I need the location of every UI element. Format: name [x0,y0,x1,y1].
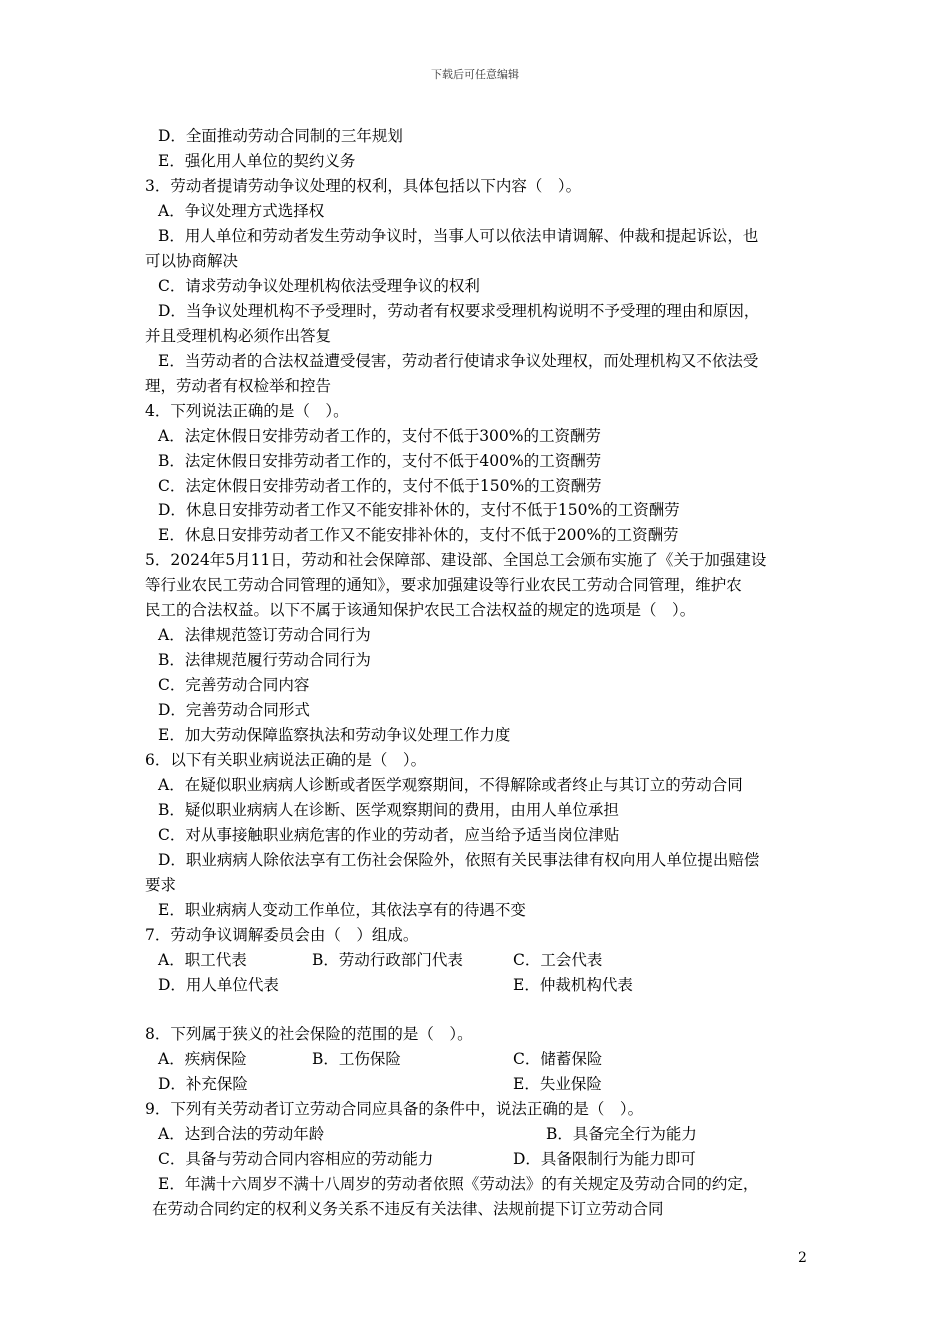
option-a: A．职工代表 [158,951,247,969]
text-line: 可以协商解决 [145,252,239,270]
text-line: D．休息日安排劳动者工作又不能安排补休的，支付不低于150%的工资酬劳 [158,501,680,519]
text-line: C．对从事接触职业病危害的作业的劳动者，应当给予适当岗位津贴 [158,826,620,844]
text-line: C．完善劳动合同内容 [158,676,310,694]
text-line: E．休息日安排劳动者工作又不能安排补休的，支付不低于200%的工资酬劳 [158,526,679,544]
text-line: 7．劳动争议调解委员会由（ ）组成。 [145,926,419,944]
text-line: 在劳动合同约定的权利义务关系不违反有关法律、法规前提下订立劳动合同 [152,1200,664,1218]
page-header: 下载后可任意编辑 [431,68,519,81]
option-e: E．仲裁机构代表 [513,976,633,994]
text-line: C．请求劳动争议处理机构依法受理争议的权利 [158,277,480,295]
text-line: 等行业农民工劳动合同管理的通知》，要求加强建设等行业农民工劳动合同管理，维护农 [145,576,742,594]
text-line: C．法定休假日安排劳动者工作的，支付不低于150%的工资酬劳 [158,477,602,495]
option-e: E．失业保险 [513,1075,602,1093]
text-line: E．加大劳动保障监察执法和劳动争议处理工作力度 [158,726,511,744]
text-line: B．法定休假日安排劳动者工作的，支付不低于400%的工资酬劳 [158,452,602,470]
text-line: 5．2024年5月11日，劳动和社会保障部、建设部、全国总工会颁布实施了《关于加强建设 [145,551,767,569]
text-line: B．用人单位和劳动者发生劳动争议时，当事人可以依法申请调解、仲裁和提起诉讼，也 [158,227,759,245]
text-line: A．法律规范签订劳动合同行为 [158,626,371,644]
text-line: E．年满十六周岁不满十八周岁的劳动者依照《劳动法》的有关规定及劳动合同的约定， [158,1175,759,1193]
text-line: D．当争议处理机构不予受理时，劳动者有权要求受理机构说明不予受理的理由和原因， [158,302,760,320]
text-line: B．疑似职业病病人在诊断、医学观察期间的费用，由用人单位承担 [158,801,619,819]
option-a: A．疾病保险 [158,1050,247,1068]
text-line: E．当劳动者的合法权益遭受侵害，劳动者行使请求争议处理权，而处理机构又不依法受 [158,352,759,370]
text-line: D．全面推动劳动合同制的三年规划 [158,127,403,145]
text-line: 4．下列说法正确的是（ ）。 [145,402,349,420]
text-line: A．法定休假日安排劳动者工作的，支付不低于300%的工资酬劳 [158,427,602,445]
text-line: 并且受理机构必须作出答复 [145,327,332,345]
option-c: C．储蓄保险 [513,1050,603,1068]
text-line: 民工的合法权益。以下不属于该通知保护农民工合法权益的规定的选项是（ ）。 [145,601,696,619]
option-b: B．劳动行政部门代表 [312,951,463,969]
text-line: 理，劳动者有权检举和控告 [145,377,332,395]
option-c: C．工会代表 [513,951,603,969]
text-line: 要求 [145,876,177,894]
text-line: 6．以下有关职业病说法正确的是（ ）。 [145,751,427,769]
option-d: D．用人单位代表 [158,976,279,994]
page-number: 2 [798,1250,807,1266]
text-line: D．完善劳动合同形式 [158,701,310,719]
option-b: B．工伤保险 [312,1050,401,1068]
option-c: C．具备与劳动合同内容相应的劳动能力 [158,1150,434,1168]
text-line: 8．下列属于狭义的社会保险的范围的是（ ）。 [145,1025,473,1043]
option-a: A．达到合法的劳动年龄 [158,1125,325,1143]
text-line: E．职业病病人变动工作单位，其依法享有的待遇不变 [158,901,526,919]
text-line: A．争议处理方式选择权 [158,202,325,220]
option-d: D．补充保险 [158,1075,248,1093]
option-d: D．具备限制行为能力即可 [513,1150,696,1168]
text-line: D．职业病病人除依法享有工伤社会保险外，依照有关民事法律有权向用人单位提出赔偿 [158,851,760,869]
text-line: 3．劳动者提请劳动争议处理的权利，具体包括以下内容（ ）。 [145,177,582,195]
text-line: B．法律规范履行劳动合同行为 [158,651,371,669]
text-line: A．在疑似职业病病人诊断或者医学观察期间，不得解除或者终止与其订立的劳动合同 [158,776,743,794]
text-line: E．强化用人单位的契约义务 [158,152,356,170]
option-b: B．具备完全行为能力 [546,1125,697,1143]
text-line: 9．下列有关劳动者订立劳动合同应具备的条件中，说法正确的是（ ）。 [145,1100,644,1118]
